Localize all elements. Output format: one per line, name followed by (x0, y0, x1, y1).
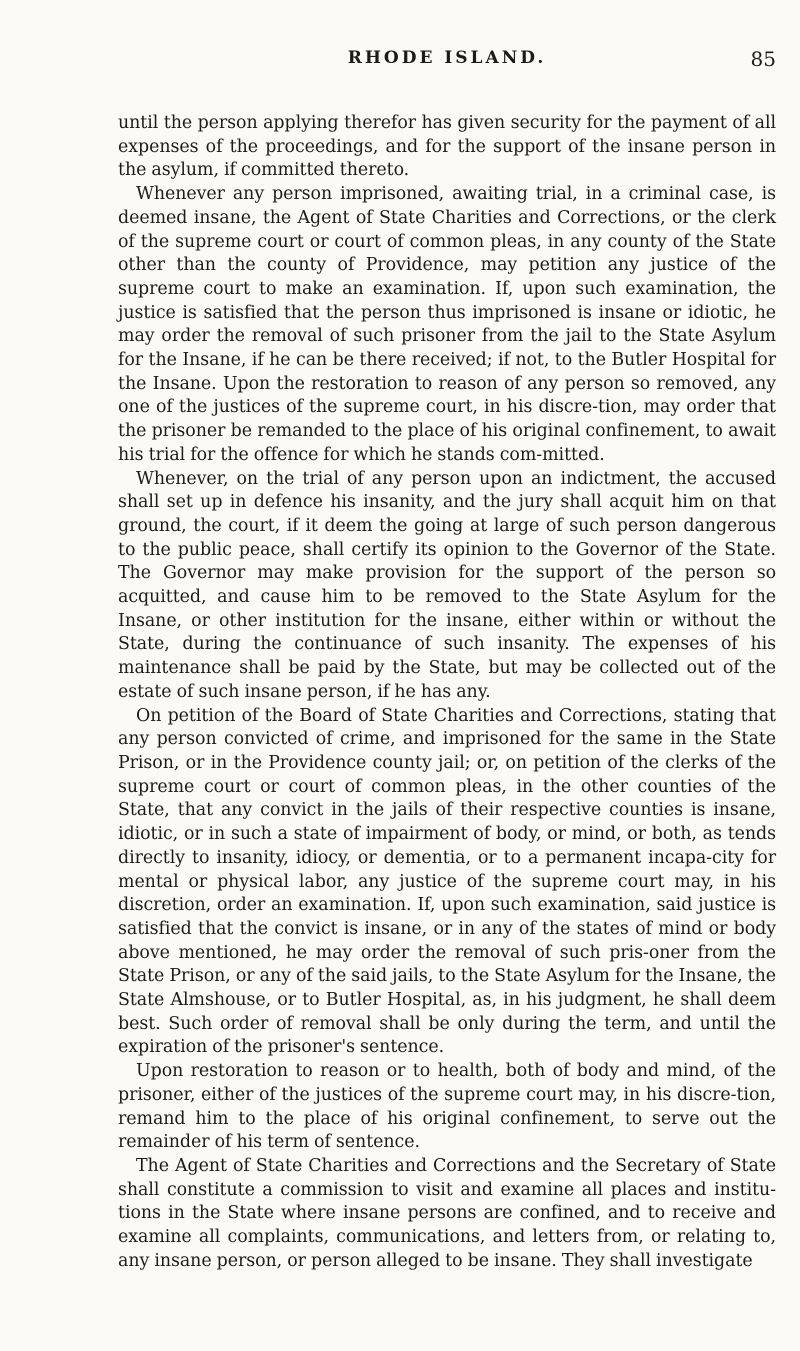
paragraph-convict-removal: On petition of the Board of State Charities and Corrections, stating that any person convicted of crime, and imprisoned for the same in the State Prison, or in the Providence county jail; or, on petition of the clerks of the supreme court or court of common pleas, in the other counties of the State, that any convict in the jails of their respective counties is insane, idiotic, or in such a state of impairment of body, or mind, or both, as tends directly to insanity, idiocy, or dementia, or to a permanent incapa-city for mental or physical labor, any justice of the supreme court may, in his discretion, order an examination. If, upon such examination, said justice is satisfied that the convict is insane, or in any of the states of mind or body above mentioned, he may order the removal of such pris-oner from the State Prison, or any of the said jails, to the State Asylum for the Insane, the State Almshouse, or to Butler Hospital, as, in his judgment, he shall deem best. Such order of removal shall be only during the term, and until the expiration of the prisoner's sentence. (118, 705, 776, 1058)
paragraph-prisoner-awaiting-trial: Whenever any person imprisoned, awaiting trial, in a criminal case, is deemed insane, the Agent of State Charities and Corrections, or the clerk of the supreme court or court of common pleas, in any county of the State other than the county of Providence, may petition any justice of the supreme court to make an examination. If, upon such examination, the justice is satisfied that the person thus imprisoned is insane or idiotic, he may order the removal of such prisoner from the jail to the State Asylum for the Insane, if he can be there received; if not, to the Butler Hospital for the Insane. Upon the restoration to reason of any person so removed, any one of the justices of the supreme court, in his discre-tion, may order that the prisoner be remanded to the place of his original confinement, to await his trial for the offence for which he stands com-mitted. (118, 184, 776, 465)
paragraph-insanity-defence: Whenever, on the trial of any person upon an indictment, the accused shall set up in defence his insanity, and the jury shall acquit him on that ground, the court, if it deem the going at large of such person dangerous to the public peace, shall certify its opinion to the Governor of the State. The Governor may make provision for the support of the person so acquitted, and cause him to be removed to the State Asylum for the Insane, or other institution for the insane, either within or without the State, during the continuance of such insanity. The expenses of his maintenance shall be paid by the State, but may be collected out of the estate of such insane person, if he has any. (118, 468, 776, 702)
paragraph-restoration: Upon restoration to reason or to health, both of body and mind, of the prisoner, either of the justices of the supreme court may, in his discre-tion, remand him to the place of his original confinement, to serve out the remainder of his term of sentence. (118, 1061, 776, 1153)
body-text (118, 112, 776, 1273)
running-head (118, 48, 776, 76)
paragraph-continued: until the person applying therefor has given security for the payment of all expenses of the proceedings, and for the support of the insane person in the asylum, if committed thereto. (118, 113, 776, 181)
page-number: 85 (750, 47, 776, 71)
paragraph-commission: The Agent of State Charities and Corrections and the Secretary of State shall constitute a commission to visit and examine all places and institu-tions in the State where insane persons are confined, and to receive and examine all complaints, communications, and letters from, or relating to, any insane person, or person alleged to be insane. They shall investigate (118, 1155, 776, 1271)
running-head-title: RHODE ISLAND. (347, 48, 547, 68)
